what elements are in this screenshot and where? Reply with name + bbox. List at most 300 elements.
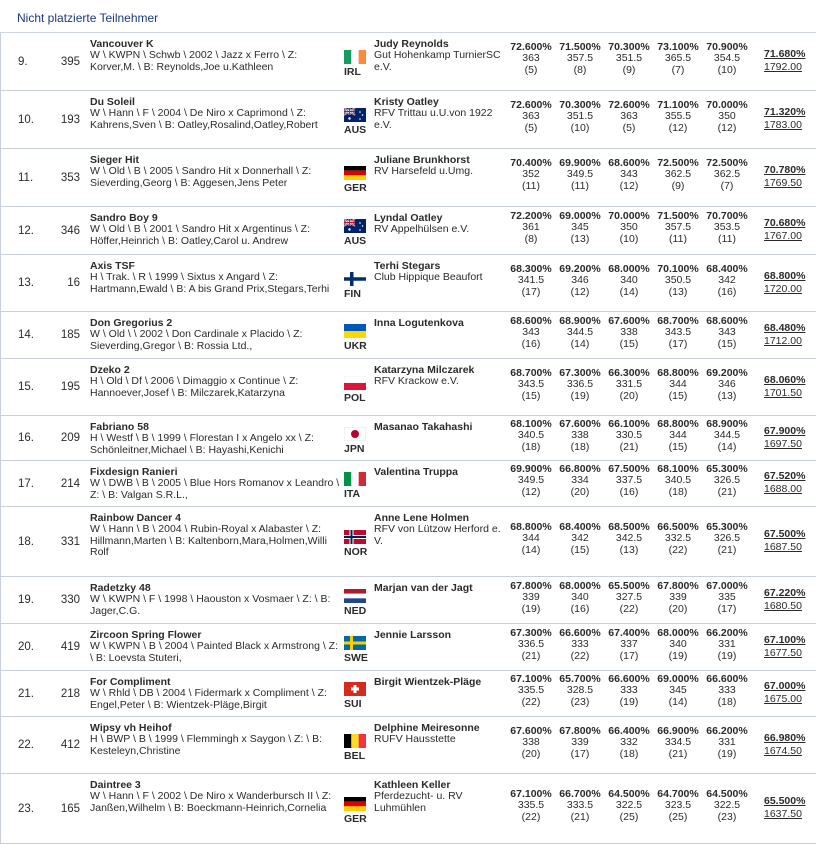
- score-pct: 70.000%: [608, 210, 650, 222]
- start-number: 218: [60, 687, 80, 700]
- score-pts: 331: [718, 638, 736, 651]
- country-code: NED: [344, 605, 367, 617]
- rider-club: RFV Trittau u.U.von 1922 e.V.: [374, 107, 493, 131]
- score-rk: (13): [717, 389, 737, 402]
- score-pct: 71.100%: [657, 99, 699, 111]
- horse-cell: [90, 583, 340, 617]
- judge-score: [606, 464, 652, 498]
- score-pts: 344: [669, 429, 687, 442]
- rider-club: RUFV Hausstette: [374, 733, 456, 746]
- total-points[interactable]: 1687.50: [764, 541, 802, 553]
- score-pct: 69.000%: [657, 673, 699, 685]
- score-pct: 69.900%: [510, 463, 552, 475]
- table-row: [0, 507, 816, 577]
- score-pts: 337.5: [615, 474, 643, 487]
- score-rk: (22): [521, 695, 541, 708]
- total-cell[interactable]: [764, 732, 812, 758]
- score-pct: 66.200%: [706, 725, 748, 737]
- score-pts: 339: [669, 591, 687, 604]
- flag-ger-icon: [344, 166, 366, 180]
- judge-score: [704, 211, 750, 245]
- section-title: Nicht platzierte Teilnehmer: [17, 11, 159, 25]
- judge-score: [557, 522, 603, 556]
- total-cell[interactable]: [764, 374, 812, 400]
- score-pct: 73.100%: [657, 41, 699, 53]
- rank-cell: 22.: [18, 739, 34, 751]
- score-rk: (14): [570, 337, 590, 350]
- table-row: [0, 671, 816, 717]
- score-pct: 70.300%: [559, 99, 601, 111]
- table-row: [0, 416, 816, 461]
- score-pts: 362.5: [713, 168, 741, 181]
- score-rk: (11): [522, 179, 540, 192]
- rider-cell: [374, 467, 502, 478]
- score-rk: (10): [570, 121, 590, 134]
- score-pts: 354.5: [713, 52, 741, 65]
- horse-name: Zircoon Spring Flower: [90, 629, 202, 641]
- score-rk: (21): [668, 747, 688, 760]
- country-code: NOR: [344, 546, 368, 558]
- score-pts: 322.5: [615, 799, 643, 812]
- judge-score: [557, 211, 603, 245]
- total-percent[interactable]: 67.520%: [764, 470, 806, 482]
- table-row: [0, 207, 816, 255]
- score-rk: (17): [521, 285, 541, 298]
- score-pct: 64.500%: [608, 788, 650, 800]
- score-pct: 69.900%: [559, 157, 601, 169]
- rank-cell: 19.: [18, 594, 34, 606]
- score-pts: 339: [571, 736, 589, 749]
- flag-sui-icon: [344, 682, 366, 696]
- horse-name: Sieger Hit: [90, 154, 140, 166]
- score-rk: (21): [619, 440, 639, 453]
- total-percent[interactable]: 67.000%: [764, 680, 806, 692]
- score-pct: 71.500%: [559, 41, 601, 53]
- score-rk: (16): [570, 602, 590, 615]
- score-pct: 65.500%: [608, 580, 650, 592]
- total-percent[interactable]: 71.320%: [764, 106, 806, 118]
- judge-score: [508, 726, 554, 760]
- score-rk: (11): [669, 232, 687, 245]
- score-pts: 343: [718, 326, 736, 339]
- score-rk: (12): [668, 121, 688, 134]
- score-rk: (19): [570, 389, 590, 402]
- table-row: [0, 717, 816, 774]
- rank-cell: 20.: [18, 641, 34, 653]
- score-pts: 334: [571, 474, 589, 487]
- judge-score: [606, 674, 652, 708]
- rider-cell: [374, 677, 502, 688]
- score-rk: (18): [668, 485, 688, 498]
- judge-score: [557, 368, 603, 402]
- score-pts: 363: [522, 52, 540, 65]
- score-pts: 326.5: [713, 532, 741, 545]
- total-cell[interactable]: [764, 270, 812, 296]
- score-pct: 68.000%: [608, 263, 650, 275]
- judge-score: [704, 368, 750, 402]
- flag-ned-icon: [344, 589, 366, 603]
- judge-score: [655, 789, 701, 823]
- rank-cell: 16.: [18, 432, 34, 444]
- score-pts: 349.5: [517, 474, 545, 487]
- judge-score: [508, 419, 554, 453]
- total-cell[interactable]: [764, 106, 812, 132]
- horse-name: Sandro Boy 9: [90, 212, 158, 224]
- judge-score: [557, 100, 603, 134]
- total-points[interactable]: 1769.50: [764, 177, 802, 189]
- score-pts: 365.5: [664, 52, 692, 65]
- horse-name: Axis TSF: [90, 260, 135, 272]
- horse-cell: [90, 318, 340, 352]
- horse-details: W \ Old \ \ 2002 \ Don Cardinale x Placido \ Z: Sieverding,Gregor \ B: Rossia Ltd.,: [90, 328, 303, 352]
- table-row: [0, 255, 816, 312]
- country-code: IRL: [344, 66, 361, 78]
- total-percent[interactable]: 67.900%: [764, 425, 806, 437]
- score-pct: 68.000%: [559, 580, 601, 592]
- score-pts: 345: [669, 684, 687, 697]
- score-pct: 68.400%: [559, 521, 601, 533]
- score-pts: 357.5: [664, 221, 692, 234]
- judge-score: [655, 264, 701, 298]
- score-rk: (16): [717, 285, 737, 298]
- score-pts: 363: [620, 110, 638, 123]
- table-row: [0, 149, 816, 207]
- rider-cell: [374, 213, 502, 236]
- total-percent[interactable]: 67.100%: [764, 634, 806, 646]
- score-pts: 336.5: [517, 638, 545, 651]
- start-number: 165: [60, 802, 80, 815]
- flag-bel-icon: [344, 734, 366, 748]
- rank-cell: 18.: [18, 535, 34, 548]
- total-points[interactable]: 1637.50: [764, 808, 802, 820]
- rider-club: Pferdezucht- u. RV Luhmühlen: [374, 790, 463, 814]
- judge-score: [704, 522, 750, 556]
- score-pts: 344: [522, 532, 540, 545]
- total-points[interactable]: 1677.50: [764, 647, 802, 659]
- total-points[interactable]: 1674.50: [764, 745, 802, 757]
- score-pct: 69.200%: [559, 263, 601, 275]
- score-pct: 68.300%: [510, 263, 552, 275]
- score-rk: (15): [668, 389, 688, 402]
- score-pts: 340.5: [517, 429, 545, 442]
- horse-cell: [90, 677, 340, 711]
- total-points[interactable]: 1720.00: [764, 283, 802, 295]
- total-points[interactable]: 1688.00: [764, 483, 802, 495]
- score-pts: 335.5: [517, 684, 545, 697]
- judge-score: [655, 316, 701, 350]
- judge-score: [704, 100, 750, 134]
- total-cell[interactable]: [764, 470, 812, 496]
- country-code: GER: [344, 182, 367, 194]
- total-percent[interactable]: 70.680%: [764, 217, 806, 229]
- horse-details: H \ Trak. \ R \ 1999 \ Sixtus x Angard \ Z: Hartmann,Ewald \ B: A bis Grand Prix,Stegars,Terhi: [90, 271, 330, 295]
- score-pct: 66.800%: [559, 463, 601, 475]
- judge-score: [655, 42, 701, 76]
- total-cell[interactable]: [764, 795, 812, 821]
- start-number: 395: [60, 55, 80, 68]
- judge-score: [606, 211, 652, 245]
- total-percent[interactable]: 68.480%: [764, 322, 806, 334]
- horse-cell: [90, 723, 340, 757]
- rider-name: Marjan van der Jagt: [374, 582, 473, 594]
- score-pct: 72.500%: [657, 157, 699, 169]
- table-row: [0, 91, 816, 149]
- score-rk: (12): [521, 485, 541, 498]
- score-rk: (20): [668, 602, 688, 615]
- score-pct: 67.100%: [510, 673, 552, 685]
- score-pts: 344.5: [713, 429, 741, 442]
- rider-cell: [374, 780, 502, 814]
- judge-score: [606, 158, 652, 192]
- score-rk: (21): [570, 810, 590, 823]
- total-cell[interactable]: [764, 634, 812, 660]
- table-row: [0, 774, 816, 844]
- score-pct: 68.000%: [657, 627, 699, 639]
- rider-club: RV Harsefeld u.Umg.: [374, 165, 474, 178]
- score-pts: 340.5: [664, 474, 692, 487]
- score-pts: 340: [571, 591, 589, 604]
- country-code: BEL: [344, 750, 365, 762]
- rider-name: Kathleen Keller: [374, 779, 451, 791]
- score-rk: (14): [668, 695, 688, 708]
- horse-details: W \ KWPN \ B \ 2004 \ Painted Black x Armstrong \ Z: \ B: Loevsta Stuteri,: [90, 640, 339, 664]
- horse-cell: [90, 422, 340, 456]
- table-row: [0, 33, 816, 91]
- total-points[interactable]: 1783.00: [764, 119, 802, 131]
- score-rk: (23): [570, 695, 590, 708]
- score-rk: (10): [717, 63, 737, 76]
- score-rk: (15): [521, 389, 541, 402]
- score-pct: 67.600%: [559, 418, 601, 430]
- score-pts: 337: [620, 638, 638, 651]
- judge-score: [508, 264, 554, 298]
- judge-score: [557, 419, 603, 453]
- horse-details: H \ BWP \ B \ 1999 \ Flemmingh x Saygon \ Z: \ B: Kesteleyn,Christine: [90, 733, 323, 757]
- horse-cell: [90, 630, 340, 664]
- start-number: 412: [60, 739, 80, 751]
- judge-score: [508, 368, 554, 402]
- score-rk: (7): [720, 179, 734, 192]
- score-pts: 346: [571, 274, 589, 287]
- total-percent[interactable]: 67.500%: [764, 528, 806, 540]
- judge-score: [704, 726, 750, 760]
- total-points[interactable]: 1701.50: [764, 387, 802, 399]
- horse-name: Dzeko 2: [90, 364, 130, 376]
- score-pct: 72.500%: [706, 157, 748, 169]
- score-rk: (12): [570, 285, 590, 298]
- score-pct: 66.200%: [706, 627, 748, 639]
- score-rk: (14): [717, 440, 737, 453]
- score-pct: 68.100%: [657, 463, 699, 475]
- horse-cell: [90, 467, 340, 501]
- score-pct: 67.100%: [510, 788, 552, 800]
- score-pts: 352: [522, 168, 540, 181]
- horse-cell: [90, 261, 340, 295]
- score-pts: 326.5: [713, 474, 741, 487]
- score-pct: 68.600%: [706, 315, 748, 327]
- score-rk: (19): [668, 649, 688, 662]
- score-pct: 67.500%: [608, 463, 650, 475]
- total-percent[interactable]: 65.500%: [764, 795, 806, 807]
- section-header: [0, 0, 816, 33]
- score-pts: 330.5: [615, 429, 643, 442]
- total-points[interactable]: 1697.50: [764, 438, 802, 450]
- rider-club: RFV Krackow e.V.: [374, 375, 459, 388]
- flag-pol-icon: [344, 376, 366, 390]
- rider-cell: [374, 583, 502, 594]
- total-cell[interactable]: [764, 164, 812, 190]
- total-cell[interactable]: [764, 528, 812, 554]
- horse-cell: [90, 155, 340, 189]
- judge-score: [606, 522, 652, 556]
- judge-score: [655, 419, 701, 453]
- score-pts: 338: [620, 326, 638, 339]
- total-percent[interactable]: 68.060%: [764, 374, 806, 386]
- horse-details: W \ Hann \ F \ 2004 \ De Niro x Caprimond \ Z: Kahrens,Sven \ B: Oatley,Rosalind,Oatley,Robert: [90, 107, 318, 131]
- score-pts: 334.5: [664, 736, 692, 749]
- judge-score: [655, 581, 701, 615]
- rider-cell: [374, 318, 502, 329]
- total-points[interactable]: 1712.00: [764, 335, 802, 347]
- score-pts: 346: [718, 378, 736, 391]
- score-pts: 323.5: [664, 799, 692, 812]
- total-points[interactable]: 1680.50: [764, 600, 802, 612]
- score-rk: (15): [619, 337, 639, 350]
- score-rk: (18): [619, 747, 639, 760]
- total-points[interactable]: 1792.00: [764, 61, 802, 73]
- score-pct: 66.600%: [706, 673, 748, 685]
- start-number: 193: [60, 113, 80, 126]
- score-pts: 328.5: [566, 684, 594, 697]
- total-percent[interactable]: 68.800%: [764, 270, 806, 282]
- score-pts: 333: [571, 638, 589, 651]
- rider-name: Judy Reynolds: [374, 38, 449, 50]
- judge-score: [655, 100, 701, 134]
- score-rk: (16): [619, 485, 639, 498]
- judge-score: [508, 628, 554, 662]
- judge-score: [606, 726, 652, 760]
- score-pts: 342.5: [615, 532, 643, 545]
- score-pts: 340: [669, 638, 687, 651]
- judge-score: [704, 264, 750, 298]
- horse-details: W \ DWB \ B \ 2005 \ Blue Hors Romanov x Leandro \ Z: \ B: Valgan S.R.L.,: [90, 477, 340, 501]
- judge-score: [655, 211, 701, 245]
- score-rk: (13): [668, 285, 688, 298]
- score-rk: (21): [521, 649, 541, 662]
- score-pct: 66.700%: [559, 788, 601, 800]
- rider-club: Club Hippique Beaufort: [374, 271, 483, 284]
- country-code: ITA: [344, 488, 361, 500]
- score-pts: 357.5: [566, 52, 594, 65]
- judge-score: [704, 674, 750, 708]
- rider-name: Lyndal Oatley: [374, 212, 443, 224]
- rider-name: Delphine Meiresonne: [374, 722, 480, 734]
- score-pts: 342: [571, 532, 589, 545]
- rider-cell: [374, 39, 502, 73]
- total-cell[interactable]: [764, 322, 812, 348]
- judge-score: [704, 464, 750, 498]
- score-rk: (17): [570, 747, 590, 760]
- score-pct: 72.600%: [608, 99, 650, 111]
- rider-club: RV Appelhülsen e.V.: [374, 223, 470, 236]
- rank-cell: 12.: [18, 224, 34, 237]
- start-number: 353: [60, 171, 80, 184]
- rider-name: Juliane Brunkhorst: [374, 154, 470, 166]
- country-code: POL: [344, 392, 366, 404]
- total-percent[interactable]: 66.980%: [764, 732, 806, 744]
- judge-score: [508, 316, 554, 350]
- horse-details: W \ Rhld \ DB \ 2004 \ Fidermark x Compliment \ Z: Engel,Peter \ B: Wientzek-Pläge,Birgit: [90, 687, 327, 711]
- score-pct: 68.900%: [706, 418, 748, 430]
- score-rk: (25): [619, 810, 639, 823]
- score-pts: 341.5: [517, 274, 545, 287]
- score-pct: 68.700%: [510, 367, 552, 379]
- score-pts: 339: [522, 591, 540, 604]
- horse-details: H \ Old \ Df \ 2006 \ Dimaggio x Continue \ Z: Hannoever,Josef \ B: Milczarek,Katarzyna: [90, 375, 299, 399]
- score-pts: 344: [669, 378, 687, 391]
- score-rk: (5): [524, 63, 538, 76]
- score-pct: 67.800%: [657, 580, 699, 592]
- judge-score: [606, 100, 652, 134]
- total-percent[interactable]: 71.680%: [764, 48, 806, 60]
- table-row: [0, 461, 816, 507]
- rank-cell: 14.: [18, 329, 34, 341]
- total-cell[interactable]: [764, 680, 812, 706]
- total-cell[interactable]: [764, 48, 812, 74]
- total-percent[interactable]: 67.220%: [764, 587, 806, 599]
- score-rk: (7): [671, 63, 685, 76]
- judge-score: [508, 42, 554, 76]
- judge-score: [557, 581, 603, 615]
- score-pct: 72.600%: [510, 41, 552, 53]
- table-row: [0, 624, 816, 671]
- horse-name: For Compliment: [90, 676, 171, 688]
- judge-score: [655, 628, 701, 662]
- total-points[interactable]: 1675.00: [764, 693, 802, 705]
- total-cell[interactable]: [764, 587, 812, 613]
- country-code: AUS: [344, 235, 367, 247]
- score-pct: 67.600%: [608, 315, 650, 327]
- score-pct: 65.700%: [559, 673, 601, 685]
- score-pct: 67.600%: [510, 725, 552, 737]
- judge-score: [508, 100, 554, 134]
- score-pct: 66.300%: [608, 367, 650, 379]
- score-pct: 70.000%: [706, 99, 748, 111]
- total-cell[interactable]: [764, 217, 812, 243]
- score-rk: (22): [570, 649, 590, 662]
- score-pts: 332.5: [664, 532, 692, 545]
- score-pct: 66.500%: [657, 521, 699, 533]
- score-pct: 65.300%: [706, 521, 748, 533]
- rider-name: Valentina Truppa: [374, 466, 459, 478]
- score-pct: 70.100%: [657, 263, 699, 275]
- horse-details: W \ Old \ B \ 2005 \ Sandro Hit x Donnerhall \ Z: Sieverding,Georg \ B: Aggesen,Jens Peter: [90, 165, 312, 189]
- total-cell[interactable]: [764, 425, 812, 451]
- judge-score: [655, 368, 701, 402]
- flag-nor-icon: [344, 530, 366, 544]
- score-pct: 70.900%: [706, 41, 748, 53]
- score-pts: 353.5: [713, 221, 741, 234]
- total-points[interactable]: 1767.00: [764, 230, 802, 242]
- flag-aus-icon: [344, 219, 366, 233]
- rank-cell: 9.: [18, 55, 28, 68]
- score-pct: 64.500%: [706, 788, 748, 800]
- score-pts: 333: [718, 684, 736, 697]
- flag-ita-icon: [344, 472, 366, 486]
- total-percent[interactable]: 70.780%: [764, 164, 806, 176]
- score-pct: 67.300%: [510, 627, 552, 639]
- score-rk: (14): [619, 285, 639, 298]
